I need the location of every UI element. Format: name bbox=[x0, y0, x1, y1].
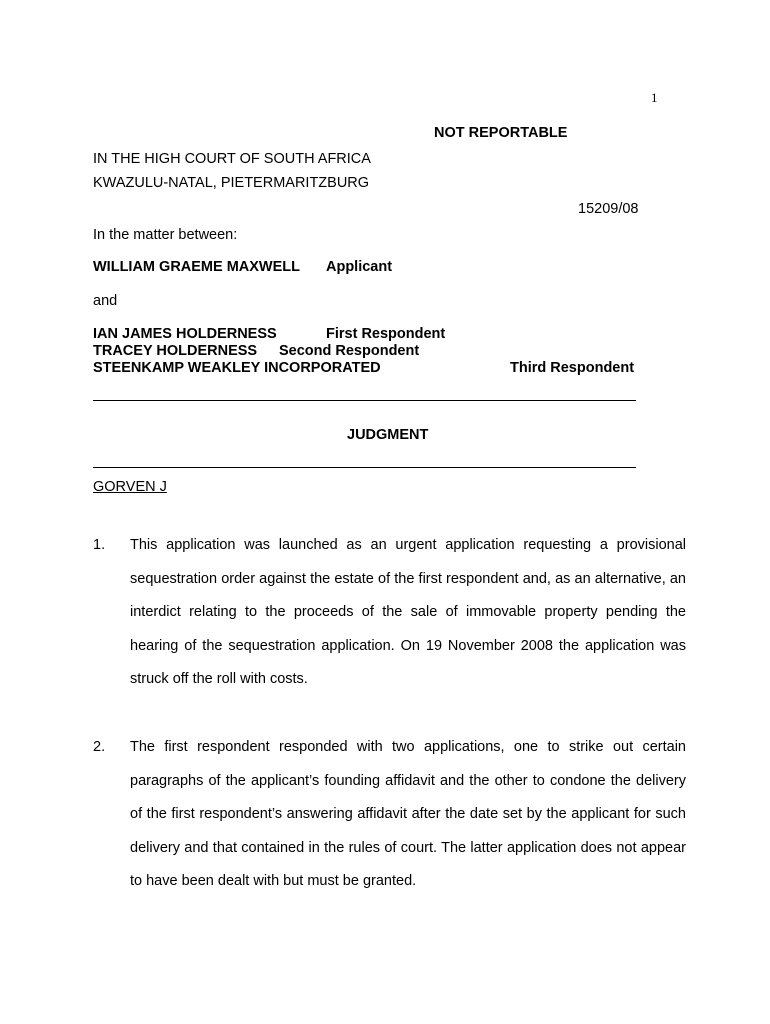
paragraph-1 bbox=[93, 537, 686, 697]
court-name: IN THE HIGH COURT OF SOUTH AFRICA bbox=[93, 151, 371, 167]
court-division: KWAZULU-NATAL, PIETERMARITZBURG bbox=[93, 175, 370, 191]
divider-bottom bbox=[93, 467, 636, 468]
page-number: 1 bbox=[651, 90, 658, 105]
paragraph-1-text: This application was launched as an urgent application requesting a provisional sequestration order against the estate of the first respondent and, as an alternative, an interdict relating to the proceeds of the sale of immovable property pending the hearing of the sequestration application. On 19 November 2008 the application was struck off the roll with costs. bbox=[130, 537, 686, 688]
case-number: 15209/08 bbox=[578, 201, 639, 217]
respondent-1-role: First Respondent bbox=[326, 326, 446, 342]
respondent-3-name: STEENKAMP WEAKLEY INCORPORATED bbox=[93, 360, 381, 376]
paragraph-2-number: 2. bbox=[93, 739, 106, 755]
respondent-1-name: IAN JAMES HOLDERNESS bbox=[93, 326, 277, 342]
applicant-role: Applicant bbox=[326, 259, 393, 275]
applicant-name: WILLIAM GRAEME MAXWELL bbox=[93, 259, 301, 275]
respondent-2-role: Second Respondent bbox=[279, 343, 420, 359]
paragraph-2 bbox=[93, 739, 686, 899]
judge-name: GORVEN J bbox=[93, 479, 167, 495]
respondent-3-role: Third Respondent bbox=[510, 360, 635, 376]
reportable-status: NOT REPORTABLE bbox=[434, 125, 568, 141]
respondent-2-name: TRACEY HOLDERNESS bbox=[93, 343, 258, 359]
divider-top bbox=[93, 400, 636, 401]
matter-intro: In the matter between: bbox=[93, 227, 238, 243]
judgment-heading: JUDGMENT bbox=[347, 427, 429, 443]
paragraph-1-number: 1. bbox=[93, 537, 106, 553]
and-text: and bbox=[93, 293, 118, 309]
paragraph-2-text: The first respondent responded with two applications, one to strike out certain paragraphs of the applicant’s founding affidavit and the other to condone the delivery of the first respondent’s answering affidavit after the date set by the applicant for such delivery and that contained in the rules of court. The latter application does not appear to have been dealt with but must be granted. bbox=[130, 739, 686, 890]
